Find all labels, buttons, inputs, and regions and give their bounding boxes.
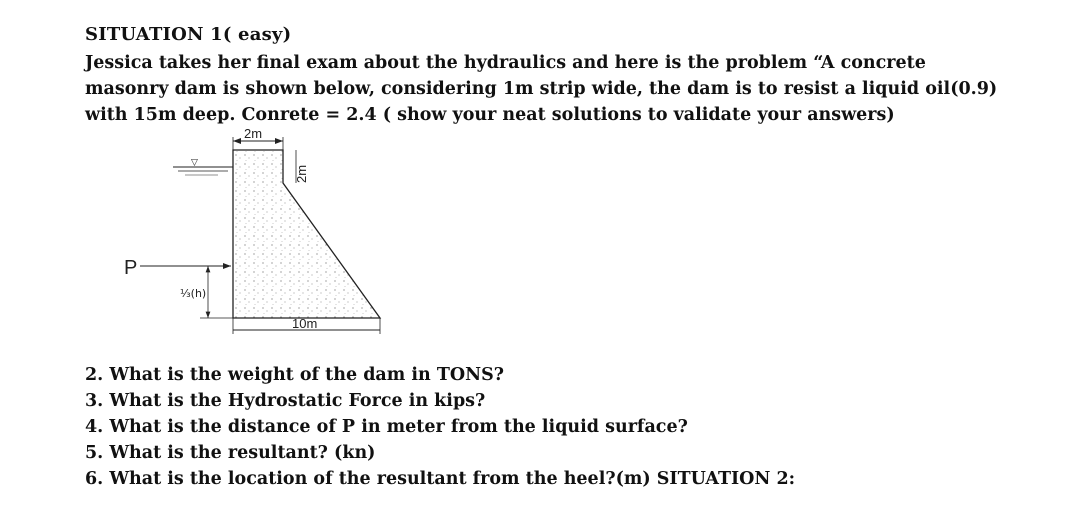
force-label: P [124, 257, 138, 279]
base-width-label: 10m [292, 316, 318, 331]
problem-line: masonry dam is shown below, considering 1m strip wide, the dam is to resist a liquid oil(0.9) [85, 79, 998, 99]
side-height-label: 2m [294, 164, 309, 183]
question-item: 2. What is the weight of the dam in TONS? [85, 365, 504, 385]
problem-line: Jessica takes her final exam about the hydraulics and here is the problem “A concrete [85, 53, 926, 73]
question-list [85, 362, 795, 492]
force-height-label: ⅓(h) [180, 287, 207, 300]
question-item: 3. What is the Hydrostatic Force in kips? [85, 391, 486, 411]
question-item: 5. What is the resultant? (kn) [85, 443, 376, 463]
question-item: 6. What is the location of the resultant from the heel?(m) SITUATION 2: [85, 469, 796, 489]
water-surface-symbol: ▽ [191, 158, 198, 168]
problem-line: with 15m deep. Conrete = 2.4 ( show your neat solutions to validate your answers) [85, 105, 895, 125]
question-item: 4. What is the distance of P in meter from the liquid surface? [85, 417, 688, 437]
top-width-label: 2m [244, 126, 263, 141]
situation-heading: SITUATION 1( easy) [85, 24, 292, 45]
